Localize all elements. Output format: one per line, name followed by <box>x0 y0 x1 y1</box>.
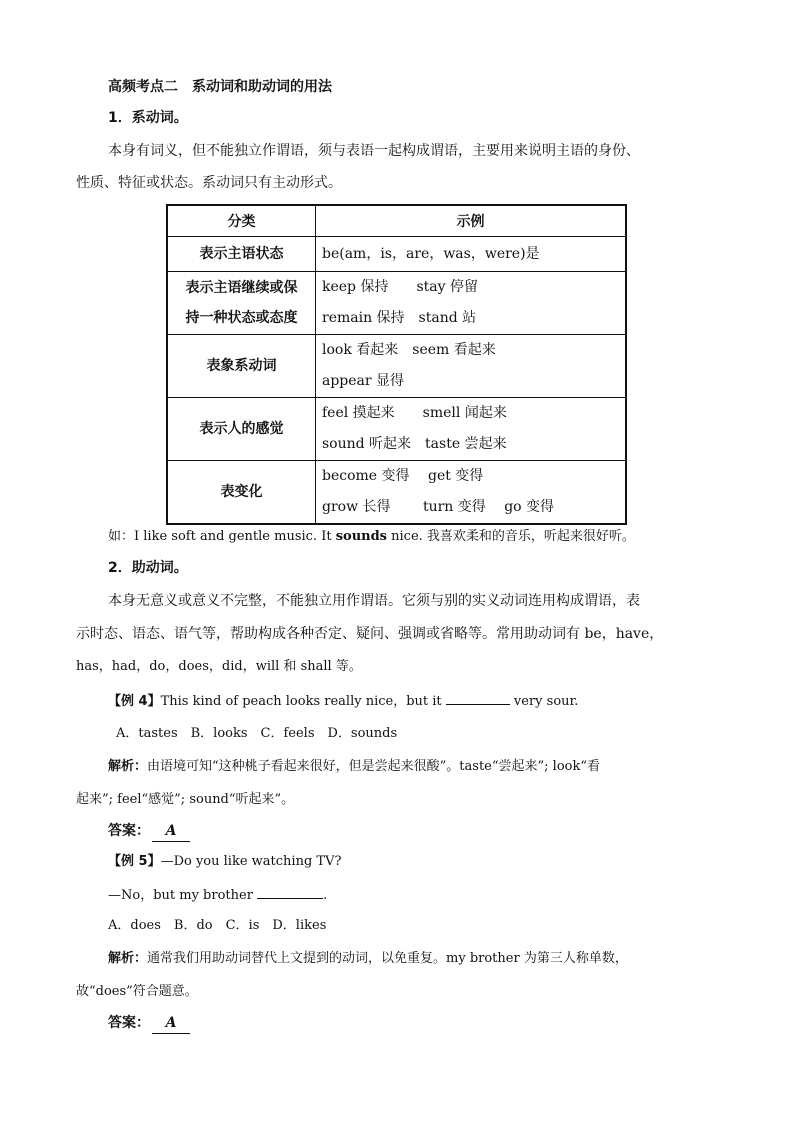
linking-verb-table <box>166 204 627 525</box>
example-text: remain 保持 stand 站 <box>322 310 477 326</box>
row-category <box>167 398 316 461</box>
table-row <box>167 335 626 398</box>
example-text: appear 显得 <box>322 373 405 389</box>
table-row <box>167 461 626 525</box>
example5-label: 【例 5】 <box>108 854 161 869</box>
table-row <box>167 398 626 461</box>
example-text: feel 摸起来 smell 闻起来 <box>322 405 507 421</box>
example5-question-text: —Do you like watching TV? <box>160 854 342 869</box>
example4-analysis-line1 <box>108 757 600 777</box>
part2-desc-line3: has，had，do，does，did，will 和 shall 等。 <box>76 659 362 674</box>
example5-question <box>108 852 341 872</box>
row-examples <box>316 272 627 335</box>
category-text: 表象系动词 <box>206 358 277 374</box>
example4-options: A．tastes B．looks C．feels D．sounds <box>116 726 398 741</box>
table-header-row <box>167 205 626 237</box>
row-examples <box>316 335 627 398</box>
answer-blank <box>257 884 323 899</box>
table-row <box>167 237 626 272</box>
row-examples <box>316 461 627 525</box>
part2-desc-line1: 本身无意义或意义不完整，不能独立用作谓语。它须与别的实义动词连用构成谓语，表 <box>108 593 640 609</box>
analysis-label: 解析： <box>108 759 148 774</box>
analysis-label: 解析： <box>108 951 148 966</box>
part1-heading: 1．系动词。 <box>108 110 188 126</box>
example5-reply-before: —No，but my brother <box>108 888 258 903</box>
example5-reply-after: . <box>323 888 328 903</box>
example-text: keep 保持 stay 停留 <box>322 279 478 295</box>
answer-label: 答案： <box>108 823 150 839</box>
table-header-category: 分类 <box>167 205 316 237</box>
analysis-text: 由语境可知“这种桃子看起来很好，但是尝起来很酸”。taste“尝起来”; look“看 <box>147 759 601 774</box>
row-category <box>167 237 316 272</box>
example5-options: A．does B．do C．is D．likes <box>108 918 327 933</box>
analysis-text: 通常我们用助动词替代上文提到的动词，以免重复。my brother 为第三人称单数， <box>147 951 628 966</box>
part2-desc-line2: 示时态、语态、语气等，帮助构成各种否定、疑问、强调或省略等。常用助动词有 be，have， <box>76 626 664 642</box>
example4-answer <box>108 821 190 842</box>
category-text: 表示主语继续或保 <box>185 280 298 296</box>
example5-answer <box>108 1013 190 1034</box>
row-category <box>167 461 316 525</box>
row-examples <box>316 237 627 272</box>
category-text: 表示主语状态 <box>199 246 284 262</box>
answer-label: 答案： <box>108 1015 150 1031</box>
category-text: 表变化 <box>220 484 263 500</box>
example-sentence-bold-word: sounds <box>335 529 388 544</box>
part2-heading: 2．助动词。 <box>108 560 188 576</box>
answer-value: A <box>152 1013 190 1034</box>
row-category <box>167 335 316 398</box>
example4-analysis-line2: 起来”; feel“感觉”; sound“听起来”。 <box>76 792 295 807</box>
example-sentence-prefix: 如：I like soft and gentle music. It <box>108 529 336 544</box>
answer-blank <box>446 690 510 705</box>
part1-desc-line2: 性质、特征或状态。系动词只有主动形式。 <box>76 175 342 191</box>
example-sentence <box>108 527 635 547</box>
section-title: 高频考点二 系动词和助动词的用法 <box>108 79 332 95</box>
example4-stem-after: very sour. <box>509 694 579 709</box>
example4-question <box>108 690 578 712</box>
category-text: 持一种状态或态度 <box>185 310 298 326</box>
part1-desc-line1: 本身有词义，但不能独立作谓语，须与表语一起构成谓语，主要用来说明主语的身份、 <box>108 143 640 159</box>
example-sentence-suffix: nice. 我喜欢柔和的音乐，听起来很好听。 <box>387 529 635 544</box>
row-category <box>167 272 316 335</box>
example-text: sound 听起来 taste 尝起来 <box>322 436 507 452</box>
example-text: grow 长得 turn 变得 go 变得 <box>322 499 555 515</box>
example-text: be(am，is，are，was，were)是 <box>322 245 540 262</box>
example5-analysis-line2: 故“does”符合题意。 <box>76 984 198 999</box>
category-text: 表示人的感觉 <box>199 421 284 437</box>
example-text: look 看起来 seem 看起来 <box>322 342 496 358</box>
example-text: become 变得 get 变得 <box>322 468 484 484</box>
table-header-examples: 示例 <box>316 205 627 237</box>
row-examples <box>316 398 627 461</box>
example5-reply <box>108 884 327 906</box>
example5-analysis-line1 <box>108 949 628 969</box>
answer-value: A <box>152 821 190 842</box>
example4-stem-before: This kind of peach looks really nice，but it <box>160 694 446 709</box>
example4-label: 【例 4】 <box>108 694 161 709</box>
table-row <box>167 272 626 335</box>
